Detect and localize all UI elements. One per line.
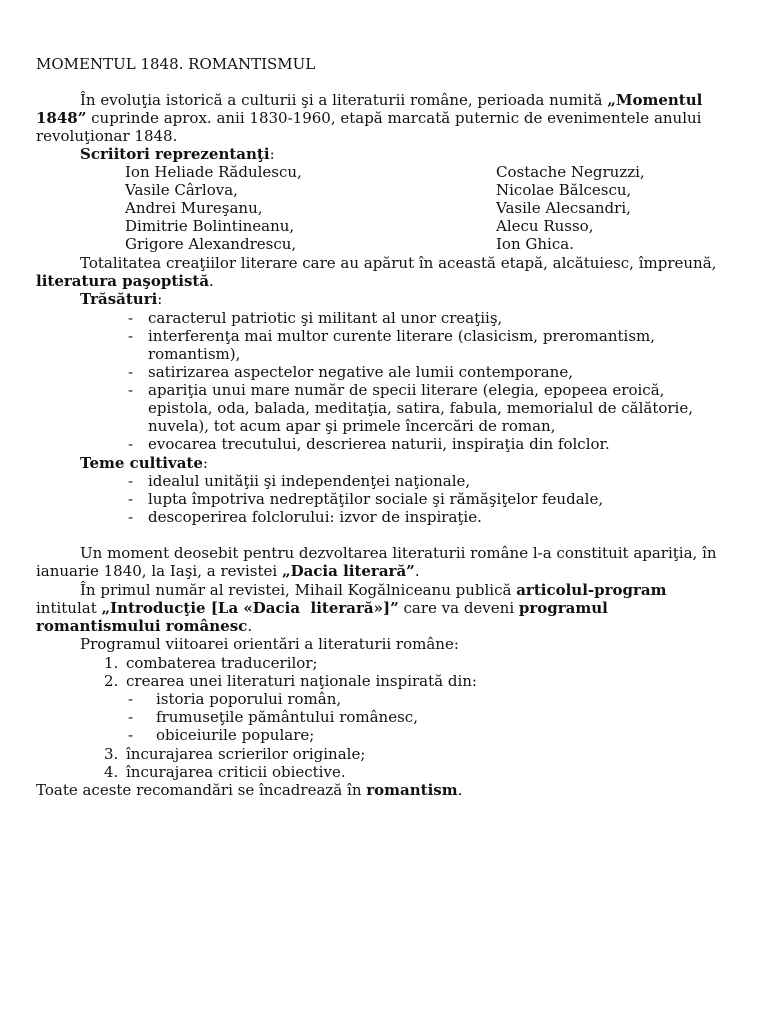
writer-left-3: Andrei Mureşanu, <box>125 199 263 217</box>
theme-dash-1: - <box>128 472 134 490</box>
feature-3-line-1: satirizarea aspectelor negative ale lumii contemporane, <box>148 363 573 381</box>
program-number-1: 1. <box>104 654 119 672</box>
feature-dash-4: - <box>128 381 134 399</box>
feature-2-line-2: romantism), <box>148 345 241 363</box>
theme-item-1: idealul unităţii şi independenţei naţionale, <box>148 472 471 490</box>
article-line-3: romantismului românesc. <box>36 617 253 635</box>
feature-dash-1: - <box>128 309 134 327</box>
theme-item-3: descoperirea folclorului: izvor de inspiraţie. <box>148 508 482 526</box>
writer-left-2: Vasile Cârlova, <box>125 181 238 199</box>
feature-4-line-1: apariţia unui mare număr de specii literare (elegia, epopeea eroică, <box>148 381 665 399</box>
literature-line-1: Totalitatea creaţiilor literare care au apărut în această etapă, alcătuiesc, împreună, <box>80 254 717 272</box>
literature-line-2: literatura paşoptistă. <box>36 272 214 290</box>
feature-dash-3: - <box>128 363 134 381</box>
feature-2-line-1: interferenţa mai multor curente literare (clasicism, preromantism, <box>148 327 656 345</box>
document-title: MOMENTUL 1848. ROMANTISMUL <box>36 55 316 73</box>
article-line-1: În primul număr al revistei, Mihail Kogălniceanu publică articolul-program <box>80 581 667 599</box>
feature-4-line-3: nuvela), tot acum apar şi primele încercări de roman, <box>148 417 556 435</box>
theme-dash-2: - <box>128 490 134 508</box>
feature-dash-5: - <box>128 435 134 453</box>
feature-1-line-1: caracterul patriotic şi militant al unor creaţiiş, <box>148 309 503 327</box>
program-number-2: 2. <box>104 672 119 690</box>
conclusion-line: Toate aceste recomandări se încadrează în romantism. <box>36 781 463 799</box>
article-line-2: intitulat „Introducţie [La «Dacia literară»]” care va deveni programul <box>36 599 608 617</box>
program-sub-item-2: frumuseţile pământului românesc, <box>156 708 418 726</box>
themes-heading: Teme cultivate: <box>80 454 208 472</box>
intro-line-1: În evoluţia istorică a culturii şi a literaturii române, perioada numită „Momentul <box>80 91 703 109</box>
theme-dash-3: - <box>128 508 134 526</box>
writer-right-5: Ion Ghica. <box>496 235 574 253</box>
program-sub-dash-1: - <box>128 690 134 708</box>
program-item-3: încurajarea scrierilor originale; <box>126 745 366 763</box>
feature-4-line-2: epistola, oda, balada, meditaţia, satira, fabula, memorialul de călătorie, <box>148 399 694 417</box>
program-sub-dash-2: - <box>128 708 134 726</box>
program-number-3: 3. <box>104 745 119 763</box>
writer-right-4: Alecu Russo, <box>496 217 594 235</box>
intro-line-2: 1848” cuprinde aprox. anii 1830-1960, etapă marcată puternic de evenimentele anului <box>36 109 702 127</box>
features-heading: Trăsături: <box>80 290 163 308</box>
writer-left-5: Grigore Alexandrescu, <box>125 235 297 253</box>
feature-5-line-1: evocarea trecutului, descrierea naturii, inspiraţia din folclor. <box>148 435 610 453</box>
writer-left-4: Dimitrie Bolintineanu, <box>125 217 295 235</box>
intro-line-3: revoluţionar 1848. <box>36 127 178 145</box>
program-intro: Programul viitoarei orientări a literaturii române: <box>80 635 459 653</box>
program-item-1: combaterea traducerilor; <box>126 654 318 672</box>
theme-item-2: lupta împotriva nedreptăţilor sociale şi rămăşiţelor feudale, <box>148 490 604 508</box>
program-sub-dash-3: - <box>128 726 134 744</box>
program-item-4: încurajarea criticii obiective. <box>126 763 346 781</box>
dacia-line-2: ianuarie 1840, la Iaşi, a revistei „Dacia literară”. <box>36 562 420 580</box>
program-sub-item-1: istoria poporului român, <box>156 690 342 708</box>
program-sub-item-3: obiceiurile populare; <box>156 726 315 744</box>
writer-right-2: Nicolae Bălcescu, <box>496 181 632 199</box>
program-item-2: crearea unei literaturi naţionale inspirată din: <box>126 672 477 690</box>
writer-left-1: Ion Heliade Rădulescu, <box>125 163 302 181</box>
feature-dash-2: - <box>128 327 134 345</box>
dacia-line-1: Un moment deosebit pentru dezvoltarea literaturii române l-a constituit apariţia, în <box>80 544 717 562</box>
program-number-4: 4. <box>104 763 119 781</box>
writer-right-3: Vasile Alecsandri, <box>496 199 631 217</box>
writer-right-1: Costache Negruzzi, <box>496 163 645 181</box>
writers-heading: Scriitori reprezentanţi: <box>80 145 275 163</box>
